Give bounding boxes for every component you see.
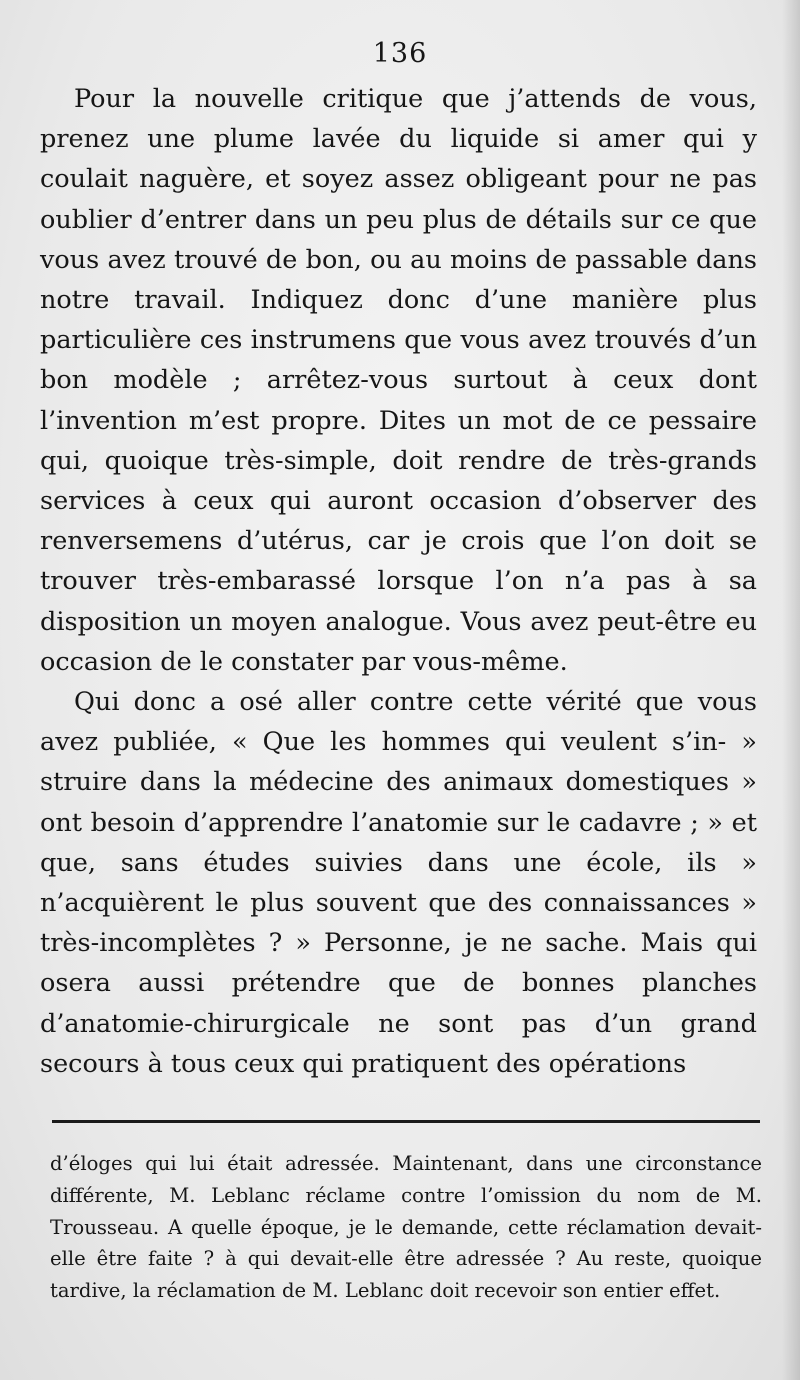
page-edge-shadow [782,0,800,1380]
page-number: 136 [372,38,428,69]
footnote [50,1148,762,1307]
footnote-text: d’éloges qui lui était adressée. Maintenant, dans une circonstance différente, M. Leblanc réclame contre l’omission du nom de M. Trousseau. A quelle époque, je le demande, cette réclamation devait-elle être faite ? à qui devait-elle être adressée ? Au reste, quoique tardive, la réclamation de M. Leblanc doit recevoir son entier effet. [50,1152,762,1303]
body-paragraph: Qui donc a osé aller contre cette vérité que vous avez publiée, « Que les hommes qui veulent s’in- » struire dans la médecine des animaux domestiques » ont besoin d’apprendre l’anatomie sur le cadavre ; » et que, sans études suivies dans une école, ils » n’acquièrent le plus souvent que des connaissances » très-incomplètes ? » Personne, je ne sache. Mais qui osera aussi prétendre que de bonnes planches d’anatomie-chirurgicale ne sont pas d’un grand secours à tous ceux qui pratiquent des opérations [40,687,757,1079]
footnote-divider [52,1120,760,1123]
body-paragraph: Pour la nouvelle critique que j’attends de vous, prenez une plume lavée du liquide si amer qui y coulait naguère, et soyez assez obligeant pour ne pas oublier d’entrer dans un peu plus de détails sur ce que vous avez trouvé de bon, ou au moins de passable dans notre travail. Indiquez donc d’une manière plus particulière ces instrumens que vous avez trouvés d’un bon modèle ; arrêtez-vous surtout à ceux dont l’invention m’est propre. Dites un mot de ce pessaire qui, quoique très-simple, doit rendre de très-grands services à ceux qui auront occasion d’observer des renversemens d’utérus, car je crois que l’on doit se trouver très-embarassé lorsque l’on n’a pas à sa disposition un moyen analogue. Vous avez peut-être eu occasion de le constater par vous-même. [40,84,757,677]
main-text [40,79,757,1084]
